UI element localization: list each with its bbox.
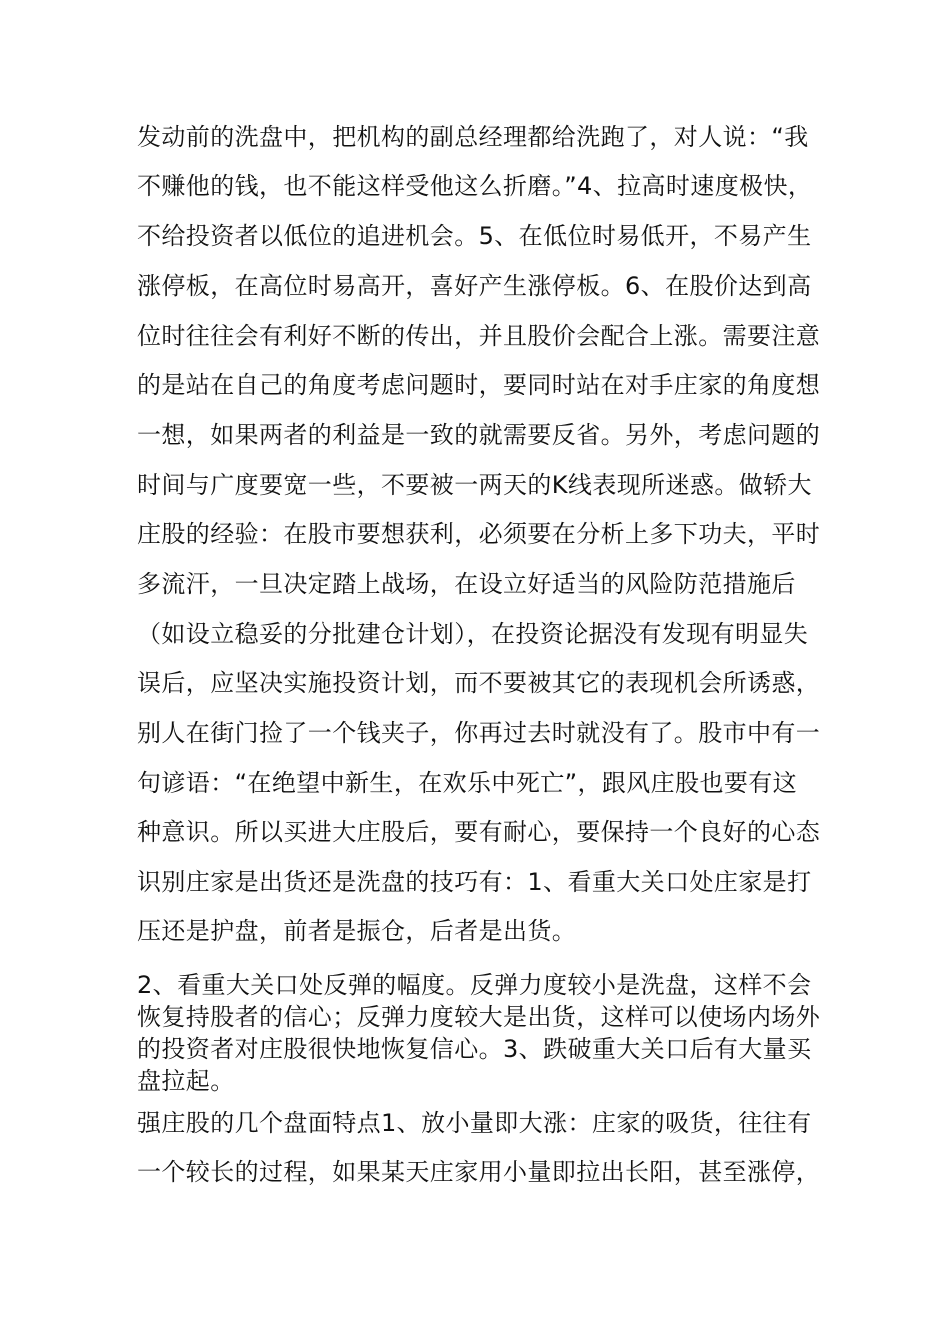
text-line: 不给投资者以低位的追进机会。5、在低位时易低开，不易产生 <box>137 222 812 250</box>
text-line: 识别庄家是出货还是洗盘的技巧有：1、看重大关口处庄家是打 <box>137 868 812 896</box>
text-line: 位时往往会有利好不断的传出，并且股价会配合上涨。需要注意 <box>137 322 821 350</box>
text-line: 发动前的洗盘中，把机构的副总经理都给洗跑了，对人说：“我 <box>137 123 809 151</box>
text-line: 盘拉起。 <box>137 1067 235 1095</box>
text-line: 句谚语：“在绝望中新生，在欢乐中死亡”，跟风庄股也要有这 <box>137 769 798 797</box>
text-line: 时间与广度要宽一些，不要被一两天的K线表现所迷惑。做轿大 <box>137 471 812 499</box>
text-line: 庄股的经验：在股市要想获利，必须要在分析上多下功夫，平时 <box>137 520 821 548</box>
text-line: 种意识。所以买进大庄股后，要有耐心，要保持一个良好的心态 <box>137 818 821 846</box>
text-line: 压还是护盘，前者是振仓，后者是出货。 <box>137 917 577 945</box>
text-line: 的是站在自己的角度考虑问题时，要同时站在对手庄家的角度想 <box>137 371 821 399</box>
text-line: 多流汗，一旦决定踏上战场，在设立好适当的风险防范措施后 <box>137 570 796 598</box>
text-line: 涨停板，在高位时易高开，喜好产生涨停板。6、在股价达到高 <box>137 272 812 300</box>
text-line: 一想，如果两者的利益是一致的就需要反省。另外，考虑问题的 <box>137 421 821 449</box>
text-line: 强庄股的几个盘面特点1、放小量即大涨：庄家的吸货，往往有 <box>137 1109 812 1137</box>
text-line: 一个较长的过程，如果某天庄家用小量即拉出长阳，甚至涨停， <box>137 1158 821 1186</box>
text-line: 别人在街门捡了一个钱夹子，你再过去时就没有了。股市中有一 <box>137 719 821 747</box>
text-line: 误后，应坚决实施投资计划，而不要被其它的表现机会所诱惑， <box>137 669 821 697</box>
text-line: 恢复持股者的信心；反弹力度较大是出货，这样可以使场内场外 <box>137 1003 821 1031</box>
text-line: 2、看重大关口处反弹的幅度。反弹力度较小是洗盘，这样不会 <box>137 971 812 999</box>
text-line: 不赚他的钱，也不能这样受他这么折磨。”4、拉高时速度极快， <box>137 172 813 200</box>
text-line: 的投资者对庄股很快地恢复信心。3、跌破重大关口后有大量买 <box>137 1035 812 1063</box>
text-line: （如设立稳妥的分批建仓计划），在投资论据没有发现有明显失 <box>137 620 809 648</box>
